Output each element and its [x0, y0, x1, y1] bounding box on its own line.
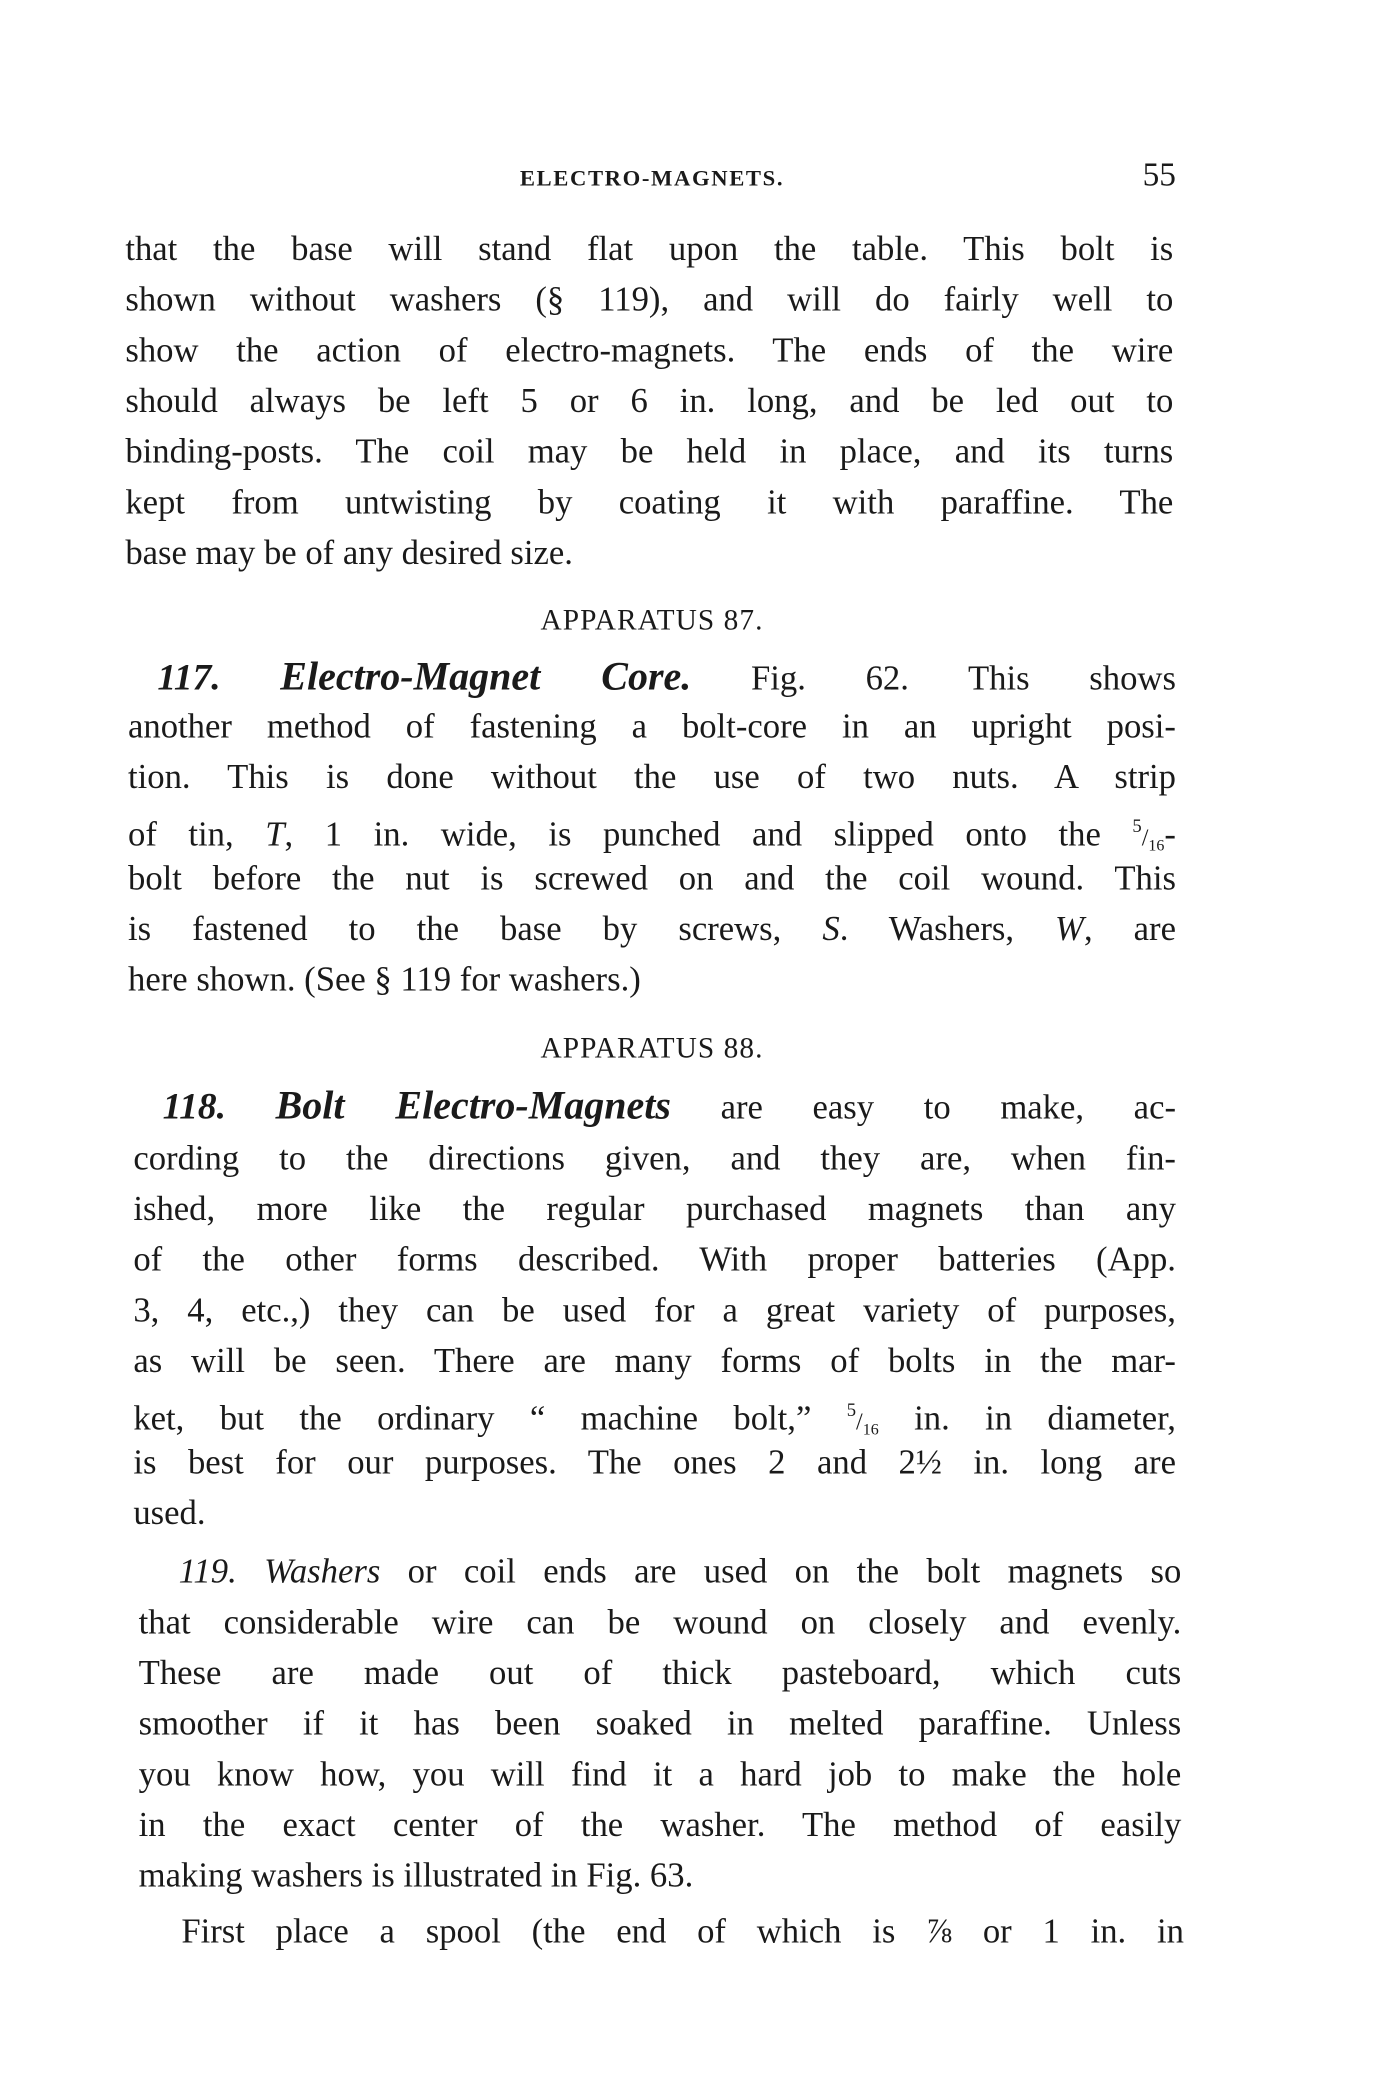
- text-line: smoother if it has been soaked in melted paraffine. Unless: [138, 1703, 1182, 1743]
- text-line: should always be left 5 or 6 in. long, and be led out to: [125, 381, 1174, 420]
- section-119-first-line: [139, 1551, 1182, 1594]
- section-117-first-line: [128, 655, 1176, 700]
- text-line: These are made out of thick pasteboard, which cuts: [138, 1653, 1182, 1692]
- text-line: bolt before the nut is screwed on and the coil wound. This: [127, 858, 1176, 898]
- section-first-line-rest: are easy to make, ac-: [720, 1087, 1177, 1127]
- fraction-denominator: 16: [1148, 835, 1165, 855]
- text-fragment: -: [1164, 814, 1176, 854]
- text-fragment: of tin,: [127, 814, 266, 854]
- text-fragment: in. in diameter,: [878, 1398, 1176, 1438]
- text-line: another method of fastening a bolt-core in an upright posi-: [127, 706, 1176, 746]
- text-line: tion. This is done without the use of two nuts. A strip: [127, 757, 1176, 796]
- section-first-line-rest: Fig. 62. This shows: [750, 658, 1176, 698]
- text-line: as will be seen. There are many forms of bolts in the mar-: [133, 1341, 1176, 1380]
- variable-T: T: [265, 814, 285, 854]
- apparatus-87-heading: APPARATUS 87.: [540, 602, 764, 636]
- text-line: shown without washers (§ 119), and will do fairly well to: [125, 279, 1174, 319]
- text-line: ished, more like the regular purchased magnets than any: [133, 1189, 1176, 1228]
- text-line: binding-posts. The coil may be held in place, and its turns: [125, 431, 1174, 471]
- section-title: Electro-Magnet Core.: [280, 654, 692, 699]
- text-fragment: , 1 in. wide, is punched and slipped onto the: [284, 814, 1133, 854]
- text-line: used.: [133, 1493, 206, 1532]
- text-fragment: is fastened to the base by screws,: [127, 909, 823, 948]
- text-line: kept from untwisting by coating it with paraffine. The: [125, 482, 1174, 522]
- text-line: making washers is illustrated in Fig. 63.: [138, 1855, 694, 1895]
- text-line: base may be of any desired size.: [125, 533, 573, 572]
- apparatus-88-heading: APPARATUS 88.: [540, 1030, 764, 1064]
- running-head-scaled: [128, 157, 1176, 197]
- section-number: 118.: [162, 1086, 226, 1128]
- variable-W: W: [1055, 909, 1084, 948]
- text-line: of the other forms described. With proper batteries (App.: [133, 1239, 1176, 1279]
- fraction-numerator: 5: [1132, 817, 1142, 838]
- section-number: 117.: [157, 657, 221, 699]
- text-fragment: . Washers,: [839, 909, 1056, 948]
- running-title-scaled: ELECTRO-MAGNETS.: [519, 165, 785, 191]
- text-line-with-variables: [128, 908, 1176, 951]
- text-line: 3, 4, etc.,) they can be used for a great variety of purposes,: [133, 1290, 1176, 1330]
- text-fragment: ket, but the ordinary “ machine bolt,”: [133, 1398, 847, 1438]
- section-118-first-line: [133, 1084, 1176, 1129]
- text-line-with-fraction: ket, but the ordinary “ machine bolt,” $^5$/16 in. in diameter,: [133, 1398, 1176, 1439]
- page-number-scaled: 55: [1142, 157, 1176, 194]
- section-first-line-rest: or coil ends are used on the bolt magnets so: [380, 1551, 1182, 1591]
- text-line: that the base will stand flat upon the table. This bolt is: [125, 229, 1174, 268]
- text-fragment: , are: [1083, 909, 1176, 948]
- fraction-numerator: 5: [846, 1401, 857, 1422]
- section-number: 119.: [178, 1551, 237, 1591]
- fraction-denominator: 16: [862, 1419, 879, 1439]
- text-line: that considerable wire can be wound on closely and evenly.: [138, 1602, 1182, 1642]
- text-line-with-fraction: of tin, T, 1 in. wide, is punched and slipped onto the $^5$/16-: [127, 814, 1176, 855]
- text-line-new-paragraph: First place a spool (the end of which is ⅞ or 1 in. in: [181, 1911, 1184, 1951]
- section-title: Washers: [264, 1551, 381, 1591]
- variable-S: S: [822, 909, 840, 948]
- text-line: you know how, you will find it a hard job to make the hole: [138, 1754, 1182, 1794]
- text-line: is best for our purposes. The ones 2 and 2½ in. long are: [133, 1442, 1176, 1482]
- text-line: cording to the directions given, and they are, when fin-: [133, 1138, 1176, 1178]
- text-line: in the exact center of the washer. The method of easily: [138, 1805, 1182, 1844]
- text-line: here shown. (See § 119 for washers.): [127, 959, 641, 999]
- section-title: Bolt Electro-Magnets: [275, 1083, 671, 1128]
- text-line: show the action of electro-magnets. The ends of the wire: [125, 330, 1174, 370]
